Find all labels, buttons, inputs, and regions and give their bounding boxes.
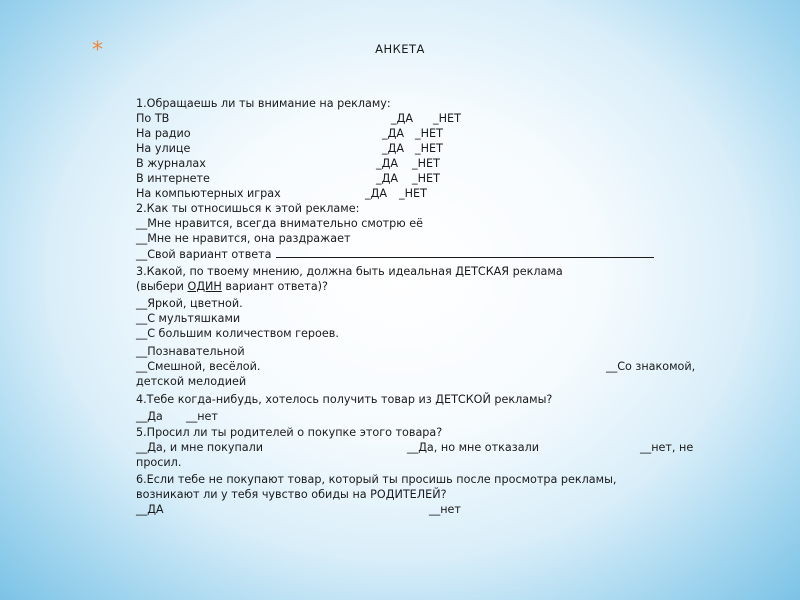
- q5-option[interactable]: __Да, и мне покупали: [136, 441, 264, 454]
- q1-row-yes[interactable]: _ДА: [365, 187, 387, 200]
- q1-row-no[interactable]: _НЕТ: [399, 187, 427, 200]
- q3-option[interactable]: __С мультяшками: [136, 312, 241, 325]
- q3-option[interactable]: __Смешной, весёлой.: [136, 360, 261, 373]
- q5-option[interactable]: __нет, не: [640, 441, 694, 454]
- q4-yes[interactable]: __Да: [136, 410, 163, 423]
- q1-row-no[interactable]: _НЕТ: [415, 127, 443, 140]
- question-3: 3.Какой, по твоему мнению, должна быть идеальная ДЕТСКАЯ реклама: [136, 265, 563, 278]
- question-5: 5.Просил ли ты родителей о покупке этого товара?: [136, 426, 443, 439]
- q1-row-yes[interactable]: _ДА: [376, 157, 398, 170]
- q1-row-label: В интернете: [136, 172, 210, 185]
- q2-option[interactable]: __Мне не нравится, она раздражает: [136, 232, 351, 245]
- answer-blank-line[interactable]: [276, 246, 654, 258]
- q1-row-label: По ТВ: [136, 112, 170, 125]
- q3-hint-emphasis: ОДИН: [187, 280, 222, 293]
- q3-hint-before: (выбери: [136, 280, 188, 293]
- q3-option[interactable]: __Яркой, цветной.: [136, 297, 243, 310]
- q5-option-cont: просил.: [136, 456, 182, 469]
- q1-row-yes[interactable]: _ДА: [382, 127, 404, 140]
- q6-yes[interactable]: __ДА: [136, 503, 164, 516]
- question-6-cont: возникают ли у тебя чувство обиды на РОДИТЕЛЕЙ?: [136, 488, 447, 501]
- question-2: 2.Как ты относишься к этой рекламе:: [136, 202, 360, 215]
- q3-option-right-cont: детской мелодией: [136, 375, 247, 388]
- q1-row-no[interactable]: _НЕТ: [433, 112, 461, 125]
- q1-row-label: На улице: [136, 142, 191, 155]
- question-4: 4.Тебе когда-нибудь, хотелось получить товар из ДЕТСКОЙ рекламы?: [136, 393, 553, 406]
- q4-no[interactable]: __нет: [186, 410, 218, 423]
- question-1: 1.Обращаешь ли ты внимание на рекламу:: [136, 97, 391, 110]
- q1-row-no[interactable]: _НЕТ: [412, 157, 440, 170]
- q3-option[interactable]: __Познавательной: [136, 345, 245, 358]
- q5-option[interactable]: __Да, но мне отказали: [407, 441, 540, 454]
- q1-row-yes[interactable]: _ДА: [391, 112, 413, 125]
- q3-option[interactable]: __С большим количеством героев.: [136, 327, 339, 340]
- q1-row-yes[interactable]: _ДА: [376, 172, 398, 185]
- q2-option[interactable]: __Мне нравится, всегда внимательно смотрю её: [136, 217, 424, 230]
- q1-row-label: На радио: [136, 127, 191, 140]
- q2-option-custom-label: __Свой вариант ответа: [136, 248, 272, 261]
- question-6: 6.Если тебе не покупают товар, который ты просишь после просмотра рекламы,: [136, 473, 617, 486]
- q1-row-label: На компьютерных играх: [136, 187, 281, 200]
- q3-hint-after: вариант ответа)?: [221, 280, 328, 293]
- q2-option-custom[interactable]: [136, 246, 654, 262]
- q3-option-right[interactable]: __Со знакомой,: [606, 360, 696, 373]
- q1-row-no[interactable]: _НЕТ: [412, 172, 440, 185]
- bullet-mark: *: [92, 38, 103, 63]
- page-title: АНКЕТА: [375, 42, 425, 56]
- question-3-hint: [136, 279, 328, 294]
- q1-row-no[interactable]: _НЕТ: [415, 142, 443, 155]
- q1-row-label: В журналах: [136, 157, 206, 170]
- q6-no[interactable]: __нет: [429, 503, 461, 516]
- q1-row-yes[interactable]: _ДА: [382, 142, 404, 155]
